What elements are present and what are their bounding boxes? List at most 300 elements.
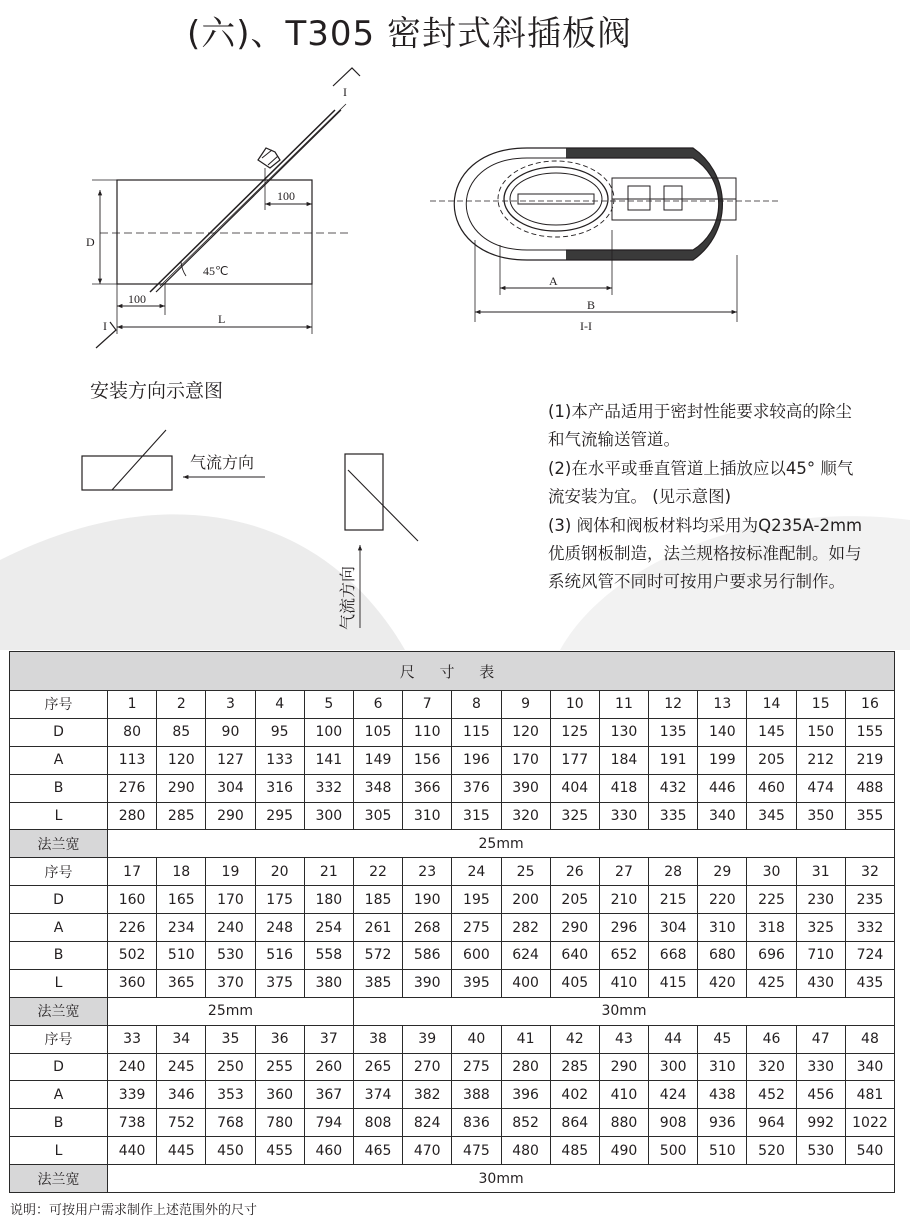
table-cell: 276 xyxy=(108,774,157,802)
table-cell: 225 xyxy=(747,886,796,914)
table-cell: 30 xyxy=(747,858,796,886)
airflow-vertical-label: 气流方向 xyxy=(340,565,357,630)
table-cell: 456 xyxy=(796,1081,845,1109)
row-label: B xyxy=(10,1109,108,1137)
table-cell: 680 xyxy=(698,942,747,970)
table-cell: 36 xyxy=(255,1025,304,1053)
row-label: 序号 xyxy=(10,858,108,886)
table-cell: 37 xyxy=(304,1025,353,1053)
table-cell: 41 xyxy=(501,1025,550,1053)
table-row xyxy=(10,691,895,719)
flange-row xyxy=(10,830,895,858)
table-cell: 348 xyxy=(353,774,402,802)
table-cell: 390 xyxy=(403,969,452,997)
table-cell: 268 xyxy=(403,914,452,942)
table-cell: 165 xyxy=(157,886,206,914)
table-cell: 14 xyxy=(747,691,796,719)
table-cell: 156 xyxy=(403,746,452,774)
table-cell: 360 xyxy=(255,1081,304,1109)
table-cell: 424 xyxy=(649,1081,698,1109)
table-cell: 27 xyxy=(599,858,648,886)
table-cell: 465 xyxy=(353,1137,402,1165)
table-cell: 185 xyxy=(353,886,402,914)
table-header: 尺 寸 表 xyxy=(10,652,895,691)
table-cell: 245 xyxy=(157,1053,206,1081)
table-cell: 388 xyxy=(452,1081,501,1109)
table-cell: 125 xyxy=(550,718,599,746)
table-cell: 275 xyxy=(452,914,501,942)
table-cell: 370 xyxy=(206,969,255,997)
table-cell: 150 xyxy=(796,718,845,746)
table-cell: 396 xyxy=(501,1081,550,1109)
table-cell: 445 xyxy=(157,1137,206,1165)
table-cell: 415 xyxy=(649,969,698,997)
row-label: A xyxy=(10,1081,108,1109)
section-label: I-I xyxy=(580,319,592,333)
table-cell: 400 xyxy=(501,969,550,997)
table-cell: 260 xyxy=(304,1053,353,1081)
table-cell: 28 xyxy=(649,858,698,886)
table-cell: 38 xyxy=(353,1025,402,1053)
dimension-table xyxy=(9,651,895,1193)
table-cell: 485 xyxy=(550,1137,599,1165)
table-cell: 110 xyxy=(403,718,452,746)
table-cell: 31 xyxy=(796,858,845,886)
table-cell: 520 xyxy=(747,1137,796,1165)
table-cell: 640 xyxy=(550,942,599,970)
section-view xyxy=(430,148,778,333)
table-cell: 290 xyxy=(550,914,599,942)
table-cell: 200 xyxy=(501,886,550,914)
table-cell: 290 xyxy=(599,1053,648,1081)
table-cell: 320 xyxy=(501,802,550,830)
table-cell: 346 xyxy=(157,1081,206,1109)
dim-l-label: L xyxy=(218,312,226,326)
table-cell: 205 xyxy=(550,886,599,914)
table-cell: 475 xyxy=(452,1137,501,1165)
dim-100-bottom: 100 xyxy=(128,292,146,306)
table-cell: 133 xyxy=(255,746,304,774)
table-cell: 558 xyxy=(304,942,353,970)
note-line: (3) 阀体和阀板材料均采用为Q235A-2mm xyxy=(548,515,863,535)
table-cell: 432 xyxy=(649,774,698,802)
table-cell: 410 xyxy=(599,1081,648,1109)
table-cell: 250 xyxy=(206,1053,255,1081)
table-cell: 130 xyxy=(599,718,648,746)
table-cell: 430 xyxy=(796,969,845,997)
table-cell: 502 xyxy=(108,942,157,970)
table-cell: 572 xyxy=(353,942,402,970)
table-cell: 530 xyxy=(796,1137,845,1165)
table-cell: 1 xyxy=(108,691,157,719)
table-cell: 824 xyxy=(403,1109,452,1137)
table-cell: 25 xyxy=(501,858,550,886)
table-cell: 480 xyxy=(501,1137,550,1165)
table-cell: 11 xyxy=(599,691,648,719)
table-cell: 22 xyxy=(353,858,402,886)
table-cell: 530 xyxy=(206,942,255,970)
side-view xyxy=(86,68,360,348)
table-cell: 460 xyxy=(747,774,796,802)
table-cell: 880 xyxy=(599,1109,648,1137)
notes xyxy=(548,398,910,597)
note-line: (1)本产品适用于密封性能要求较高的除尘 xyxy=(548,402,852,421)
table-cell: 325 xyxy=(796,914,845,942)
table-row xyxy=(10,1053,895,1081)
table-cell: 470 xyxy=(403,1137,452,1165)
table-cell: 780 xyxy=(255,1109,304,1137)
table-cell: 8 xyxy=(452,691,501,719)
row-label: A xyxy=(10,746,108,774)
table-cell: 375 xyxy=(255,969,304,997)
table-cell: 39 xyxy=(403,1025,452,1053)
dim-100-top: 100 xyxy=(277,189,295,203)
table-cell: 365 xyxy=(157,969,206,997)
table-cell: 696 xyxy=(747,942,796,970)
table-cell: 21 xyxy=(304,858,353,886)
table-cell: 234 xyxy=(157,914,206,942)
table-cell: 45 xyxy=(698,1025,747,1053)
table-cell: 310 xyxy=(698,914,747,942)
table-cell: 177 xyxy=(550,746,599,774)
table-cell: 425 xyxy=(747,969,796,997)
table-cell: 191 xyxy=(649,746,698,774)
table-cell: 310 xyxy=(403,802,452,830)
table-cell: 13 xyxy=(698,691,747,719)
table-cell: 199 xyxy=(698,746,747,774)
table-cell: 6 xyxy=(353,691,402,719)
table-cell: 446 xyxy=(698,774,747,802)
table-cell: 390 xyxy=(501,774,550,802)
table-cell: 330 xyxy=(599,802,648,830)
table-cell: 992 xyxy=(796,1109,845,1137)
table-cell: 418 xyxy=(599,774,648,802)
table-cell: 374 xyxy=(353,1081,402,1109)
footnote: 说明：可按用户需求制作上述范围外的尺寸 xyxy=(10,1203,258,1218)
table-cell: 205 xyxy=(747,746,796,774)
note-line: 流安装为宜。 (见示意图) xyxy=(548,487,732,507)
table-cell: 724 xyxy=(845,942,894,970)
table-cell: 196 xyxy=(452,746,501,774)
table-cell: 2 xyxy=(157,691,206,719)
table-cell: 248 xyxy=(255,914,304,942)
table-cell: 282 xyxy=(501,914,550,942)
table-cell: 18 xyxy=(157,858,206,886)
row-label: L xyxy=(10,1137,108,1165)
table-cell: 32 xyxy=(845,858,894,886)
table-cell: 210 xyxy=(599,886,648,914)
flange-row xyxy=(10,1165,895,1193)
table-cell: 26 xyxy=(550,858,599,886)
table-row xyxy=(10,774,895,802)
table-cell: 808 xyxy=(353,1109,402,1137)
dim-d-label: D xyxy=(86,235,95,249)
table-cell: 435 xyxy=(845,969,894,997)
table-cell: 113 xyxy=(108,746,157,774)
table-cell: 80 xyxy=(108,718,157,746)
table-cell: 652 xyxy=(599,942,648,970)
table-cell: 140 xyxy=(698,718,747,746)
table-cell: 280 xyxy=(108,802,157,830)
table-cell: 460 xyxy=(304,1137,353,1165)
table-cell: 261 xyxy=(353,914,402,942)
table-row xyxy=(10,858,895,886)
table-cell: 624 xyxy=(501,942,550,970)
row-label: 序号 xyxy=(10,691,108,719)
table-cell: 481 xyxy=(845,1081,894,1109)
table-cell: 184 xyxy=(599,746,648,774)
table-cell: 48 xyxy=(845,1025,894,1053)
table-cell: 339 xyxy=(108,1081,157,1109)
table-cell: 240 xyxy=(206,914,255,942)
table-cell: 474 xyxy=(796,774,845,802)
row-label: D xyxy=(10,1053,108,1081)
table-cell: 19 xyxy=(206,858,255,886)
table-cell: 255 xyxy=(255,1053,304,1081)
table-cell: 220 xyxy=(698,886,747,914)
table-cell: 135 xyxy=(649,718,698,746)
table-row xyxy=(10,1025,895,1053)
table-cell: 380 xyxy=(304,969,353,997)
table-cell: 285 xyxy=(157,802,206,830)
install-diagram-title: 安装方向示意图 xyxy=(90,380,224,402)
table-row xyxy=(10,1109,895,1137)
row-label: L xyxy=(10,802,108,830)
table-cell: 1022 xyxy=(845,1109,894,1137)
row-label: 法兰宽 xyxy=(10,1165,108,1193)
table-cell: 908 xyxy=(649,1109,698,1137)
table-cell: 226 xyxy=(108,914,157,942)
table-cell: 332 xyxy=(845,914,894,942)
table-cell: 310 xyxy=(698,1053,747,1081)
table-cell: 285 xyxy=(550,1053,599,1081)
note-line: 和气流输送管道。 xyxy=(548,430,680,450)
table-cell: 170 xyxy=(501,746,550,774)
table-cell: 738 xyxy=(108,1109,157,1137)
table-cell: 160 xyxy=(108,886,157,914)
table-cell: 265 xyxy=(353,1053,402,1081)
table-cell: 90 xyxy=(206,718,255,746)
table-row xyxy=(10,718,895,746)
table-cell: 330 xyxy=(796,1053,845,1081)
table-cell: 10 xyxy=(550,691,599,719)
table-cell: 43 xyxy=(599,1025,648,1053)
table-cell: 16 xyxy=(845,691,894,719)
table-cell: 46 xyxy=(747,1025,796,1053)
table-cell: 235 xyxy=(845,886,894,914)
table-cell: 402 xyxy=(550,1081,599,1109)
table-cell: 405 xyxy=(550,969,599,997)
table-cell: 120 xyxy=(501,718,550,746)
table-cell: 141 xyxy=(304,746,353,774)
table-row xyxy=(10,746,895,774)
table-cell: 85 xyxy=(157,718,206,746)
section-mark-top: I xyxy=(343,85,347,99)
table-cell: 864 xyxy=(550,1109,599,1137)
table-cell: 540 xyxy=(845,1137,894,1165)
table-cell: 24 xyxy=(452,858,501,886)
dim-b-label: B xyxy=(587,298,596,312)
row-label: B xyxy=(10,942,108,970)
table-cell: 794 xyxy=(304,1109,353,1137)
note-line: 优质钢板制造，法兰规格按标准配制。如与 xyxy=(548,544,862,564)
table-cell: 852 xyxy=(501,1109,550,1137)
table-cell: 295 xyxy=(255,802,304,830)
table-cell: 290 xyxy=(206,802,255,830)
table-cell: 376 xyxy=(452,774,501,802)
table-cell: 488 xyxy=(845,774,894,802)
table-cell: 340 xyxy=(698,802,747,830)
table-cell: 345 xyxy=(747,802,796,830)
table-cell: 15 xyxy=(796,691,845,719)
table-cell: 23 xyxy=(403,858,452,886)
row-label: 法兰宽 xyxy=(10,997,108,1025)
table-cell: 127 xyxy=(206,746,255,774)
table-cell: 300 xyxy=(304,802,353,830)
table-cell: 240 xyxy=(108,1053,157,1081)
table-cell: 382 xyxy=(403,1081,452,1109)
table-cell: 212 xyxy=(796,746,845,774)
table-cell: 455 xyxy=(255,1137,304,1165)
table-cell: 254 xyxy=(304,914,353,942)
flange-width-cell: 30mm xyxy=(108,1165,895,1193)
table-cell: 366 xyxy=(403,774,452,802)
row-label: A xyxy=(10,914,108,942)
row-label: D xyxy=(10,718,108,746)
table-cell: 105 xyxy=(353,718,402,746)
table-cell: 510 xyxy=(157,942,206,970)
table-cell: 410 xyxy=(599,969,648,997)
table-cell: 290 xyxy=(157,774,206,802)
table-cell: 7 xyxy=(403,691,452,719)
table-cell: 710 xyxy=(796,942,845,970)
table-cell: 490 xyxy=(599,1137,648,1165)
flange-row xyxy=(10,997,895,1025)
table-cell: 332 xyxy=(304,774,353,802)
table-cell: 275 xyxy=(452,1053,501,1081)
table-cell: 230 xyxy=(796,886,845,914)
table-row xyxy=(10,886,895,914)
angle-label: 45℃ xyxy=(203,264,229,278)
table-cell: 510 xyxy=(698,1137,747,1165)
row-label: L xyxy=(10,969,108,997)
table-cell: 195 xyxy=(452,886,501,914)
row-label: 序号 xyxy=(10,1025,108,1053)
table-cell: 315 xyxy=(452,802,501,830)
table-cell: 35 xyxy=(206,1025,255,1053)
table-cell: 340 xyxy=(845,1053,894,1081)
table-cell: 33 xyxy=(108,1025,157,1053)
table-cell: 44 xyxy=(649,1025,698,1053)
table-cell: 318 xyxy=(747,914,796,942)
table-cell: 100 xyxy=(304,718,353,746)
section-mark-bottom: I xyxy=(103,319,107,333)
table-cell: 450 xyxy=(206,1137,255,1165)
page-title: (六)、T305 密封式斜插板阀 xyxy=(187,14,633,54)
table-cell: 385 xyxy=(353,969,402,997)
table-row xyxy=(10,1081,895,1109)
table-cell: 420 xyxy=(698,969,747,997)
table-row xyxy=(10,914,895,942)
row-label: 法兰宽 xyxy=(10,830,108,858)
dim-a-label: A xyxy=(549,274,558,288)
table-cell: 115 xyxy=(452,718,501,746)
table-cell: 34 xyxy=(157,1025,206,1053)
table-cell: 215 xyxy=(649,886,698,914)
table-cell: 752 xyxy=(157,1109,206,1137)
table-cell: 305 xyxy=(353,802,402,830)
table-cell: 353 xyxy=(206,1081,255,1109)
table-cell: 42 xyxy=(550,1025,599,1053)
table-cell: 836 xyxy=(452,1109,501,1137)
flange-width-cell: 25mm xyxy=(108,997,354,1025)
note-line: (2)在水平或垂直管道上插放应以45° 顺气 xyxy=(548,458,854,478)
table-cell: 95 xyxy=(255,718,304,746)
table-cell: 5 xyxy=(304,691,353,719)
table-cell: 360 xyxy=(108,969,157,997)
table-cell: 355 xyxy=(845,802,894,830)
flange-width-cell: 30mm xyxy=(353,997,894,1025)
table-cell: 964 xyxy=(747,1109,796,1137)
table-cell: 296 xyxy=(599,914,648,942)
table-cell: 3 xyxy=(206,691,255,719)
table-cell: 586 xyxy=(403,942,452,970)
table-cell: 335 xyxy=(649,802,698,830)
table-cell: 47 xyxy=(796,1025,845,1053)
table-cell: 304 xyxy=(206,774,255,802)
note-line: 系统风管不同时可按用户要求另行制作。 xyxy=(548,572,845,592)
table-cell: 170 xyxy=(206,886,255,914)
table-cell: 9 xyxy=(501,691,550,719)
table-cell: 20 xyxy=(255,858,304,886)
table-row xyxy=(10,969,895,997)
table-cell: 280 xyxy=(501,1053,550,1081)
table-cell: 180 xyxy=(304,886,353,914)
table-cell: 155 xyxy=(845,718,894,746)
install-horizontal xyxy=(82,430,265,490)
table-cell: 936 xyxy=(698,1109,747,1137)
table-cell: 270 xyxy=(403,1053,452,1081)
table-cell: 516 xyxy=(255,942,304,970)
table-cell: 404 xyxy=(550,774,599,802)
table-cell: 120 xyxy=(157,746,206,774)
flange-width-cell: 25mm xyxy=(108,830,895,858)
table-cell: 29 xyxy=(698,858,747,886)
table-cell: 304 xyxy=(649,914,698,942)
row-label: B xyxy=(10,774,108,802)
table-cell: 452 xyxy=(747,1081,796,1109)
table-cell: 438 xyxy=(698,1081,747,1109)
table-cell: 175 xyxy=(255,886,304,914)
table-cell: 149 xyxy=(353,746,402,774)
table-cell: 17 xyxy=(108,858,157,886)
table-row xyxy=(10,1137,895,1165)
table-cell: 367 xyxy=(304,1081,353,1109)
table-cell: 300 xyxy=(649,1053,698,1081)
table-cell: 440 xyxy=(108,1137,157,1165)
table-cell: 768 xyxy=(206,1109,255,1137)
table-cell: 4 xyxy=(255,691,304,719)
table-cell: 316 xyxy=(255,774,304,802)
table-cell: 219 xyxy=(845,746,894,774)
table-cell: 40 xyxy=(452,1025,501,1053)
airflow-horizontal-label: 气流方向 xyxy=(190,455,255,472)
table-cell: 668 xyxy=(649,942,698,970)
table-cell: 500 xyxy=(649,1137,698,1165)
row-label: D xyxy=(10,886,108,914)
table-cell: 320 xyxy=(747,1053,796,1081)
table-cell: 12 xyxy=(649,691,698,719)
